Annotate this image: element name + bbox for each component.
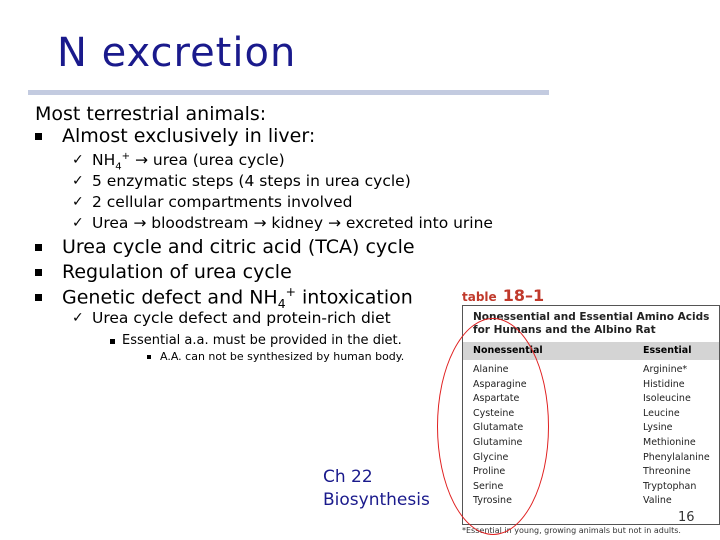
essential-column (643, 363, 710, 509)
check-icon: ✓ (72, 310, 84, 326)
regulation-line: Regulation of urea cycle (62, 261, 292, 283)
bullet-icon (35, 244, 42, 251)
table-cell: Cysteine (473, 407, 515, 419)
table-title: Nonessential and Essential Amino Acids for Humans and the Albino Rat (473, 311, 710, 336)
table-cell: Asparagine (473, 378, 527, 390)
title-underline (28, 90, 549, 95)
urea-path-line: Urea → bloodstream → kidney → excreted into urine (92, 214, 493, 232)
check-icon: ✓ (72, 194, 84, 210)
intro-line: Most terrestrial animals: (35, 103, 267, 125)
check-icon: ✓ (72, 215, 84, 231)
bullet-icon (110, 339, 115, 344)
essential-line: Essential a.a. must be provided in the diet. (122, 333, 402, 348)
header-essential: Essential (643, 345, 692, 356)
compartments-line: 2 cellular compartments involved (92, 193, 353, 211)
table-cell: Proline (473, 466, 506, 478)
table-cell: Leucine (643, 407, 680, 419)
table-cell: Methionine (643, 436, 696, 448)
chapter-annotation: Ch 22 Biosynthesis (323, 467, 430, 510)
table-cell: Isoleucine (643, 393, 691, 405)
table-cell: Serine (473, 480, 504, 492)
table-cell: Valine (643, 495, 672, 507)
liver-line: Almost exclusively in liver: (62, 125, 316, 147)
table-cell: Lysine (643, 422, 673, 434)
highlight-oval (437, 318, 549, 535)
defect-line: Urea cycle defect and protein-rich diet (92, 309, 391, 327)
table-cell: Histidine (643, 378, 685, 390)
bullet-icon (35, 269, 42, 276)
slide-title: N excretion (57, 30, 297, 76)
bullet-icon (35, 133, 42, 140)
table-caption: table 18–1 (462, 286, 545, 305)
bullet-icon (147, 355, 151, 359)
cannot-line: A.A. can not be synthesized by human body. (160, 350, 405, 363)
table-cell: Alanine (473, 364, 509, 375)
steps-line: 5 enzymatic steps (4 steps in urea cycle) (92, 172, 411, 190)
table-footnote: *Essential in young, growing animals but not in adults. (462, 526, 681, 535)
check-icon: ✓ (72, 152, 84, 168)
check-icon: ✓ (72, 173, 84, 189)
table-cell: Glutamine (473, 436, 523, 448)
page-number: 16 (678, 510, 695, 525)
nh4-line: $NH_4^+$ → urea (urea cycle) (92, 151, 285, 173)
header-nonessential: Nonessential (473, 345, 543, 356)
table-cell: Aspartate (473, 393, 520, 405)
table-cell: Tyrosine (473, 495, 512, 507)
tca-line: Urea cycle and citric acid (TCA) cycle (62, 236, 415, 258)
table-cell: Tryptophan (643, 480, 697, 492)
table-cell: Glutamate (473, 422, 524, 434)
table-cell: Glycine (473, 451, 509, 463)
table-cell: Threonine (643, 466, 691, 478)
bullet-icon (35, 294, 42, 301)
table-cell: Phenylalanine (643, 451, 710, 463)
genetic-line: Genetic defect and $NH_4^+$ intoxication (62, 285, 413, 312)
table-cell: Arginine* (643, 364, 688, 375)
